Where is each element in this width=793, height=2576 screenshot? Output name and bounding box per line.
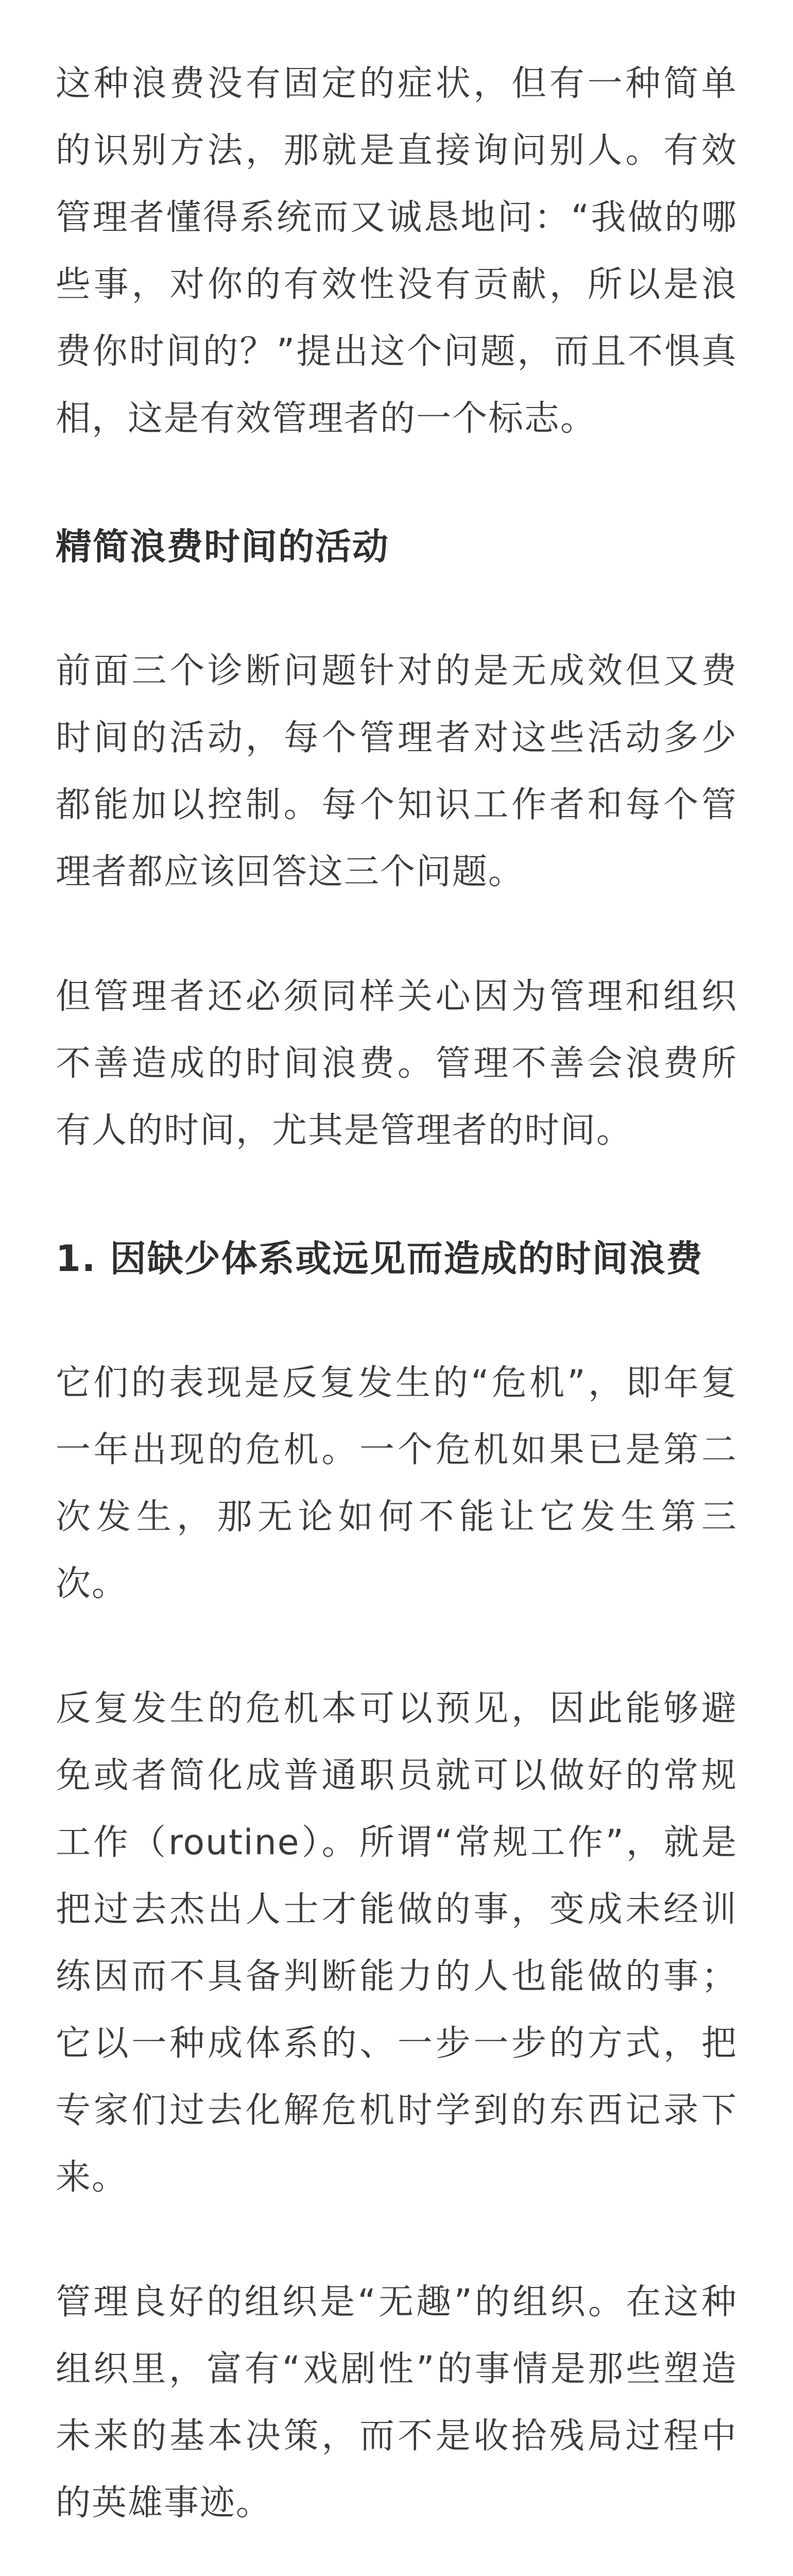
section-heading-trim-wasted-activities: 精简浪费时间的活动 [56, 526, 389, 568]
section-heading-lack-of-system: 1. 因缺少体系或远见而造成的时间浪费 [56, 1238, 703, 1280]
paragraph-diagnostic-questions: 前面三个诊断问题针对的是无成效但又费时间的活动，每个管理者对这些活动多少都能加以控制。每个知识工作者和每个管理者都应该回答这三个问题。 [56, 651, 737, 892]
intro-paragraph: 这种浪费没有固定的症状，但有一种简单的识别方法，那就是直接询问别人。有效管理者懂得系统而又诚恳地问：“我做的哪些事，对你的有效性没有贡献，所以是浪费你时间的？”提出这个问题，而且不惧真相，这是有效管理者的一个标志。 [56, 63, 737, 439]
paragraph-routine-work: 反复发生的危机本可以预见，因此能够避免或者简化成普通职员就可以做好的常规工作（routine）。所谓“常规工作”，就是把过去杰出人士才能做的事，变成未经训练因而不具备判断能力的人也能做的事；它以一种成体系的、一步一步的方式，把专家们过去化解危机时学到的东西记录下来。 [56, 1688, 737, 2198]
paragraph-boring-organization: 管理良好的组织是“无趣”的组织。在这种组织里，富有“戏剧性”的事情是那些塑造未来的基本决策，而不是收拾残局过程中的英雄事迹。 [56, 2282, 737, 2523]
article-body [0, 50, 793, 2576]
paragraph-recurring-crisis: 它们的表现是反复发生的“危机”，即年复一年出现的危机。一个危机如果已是第二次发生，那无论如何不能让它发生第三次。 [56, 1363, 737, 1604]
paragraph-management-waste: 但管理者还必须同样关心因为管理和组织不善造成的时间浪费。管理不善会浪费所有人的时间，尤其是管理者的时间。 [56, 976, 737, 1151]
